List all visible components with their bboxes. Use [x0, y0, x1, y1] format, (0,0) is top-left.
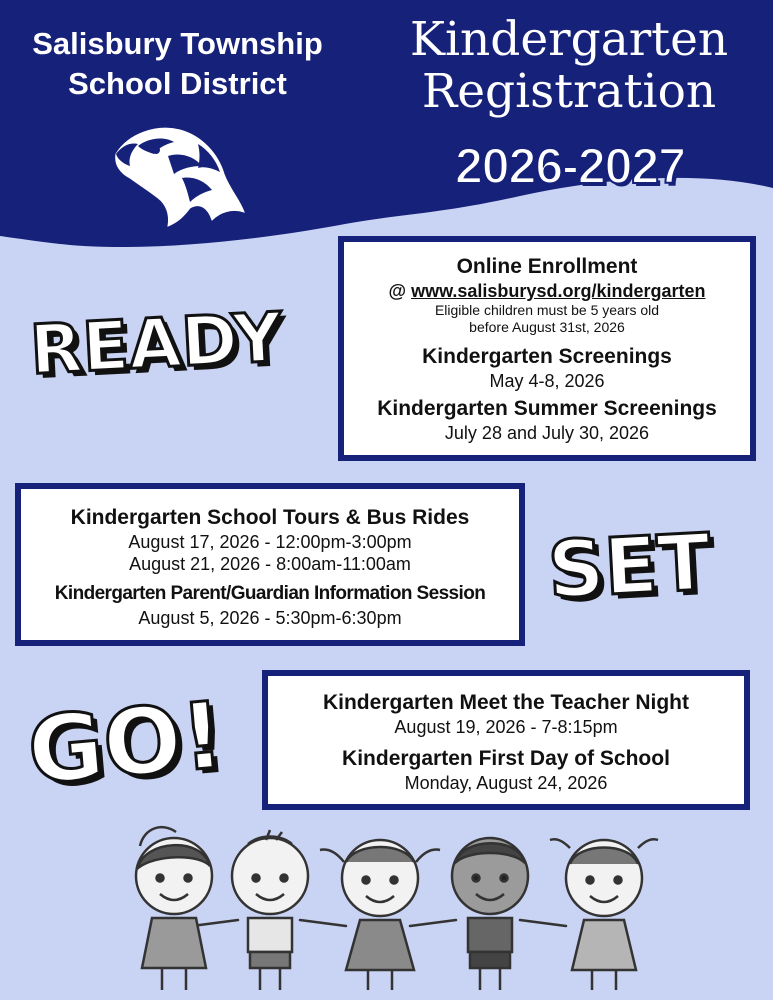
enrollment-heading: Online Enrollment — [456, 255, 638, 278]
tours-date-2: August 21, 2026 - 8:00am-11:00am — [129, 554, 411, 574]
page-title — [375, 14, 763, 118]
enrollment-url-link[interactable]: www.salisburysd.org/kindergarten — [411, 281, 706, 301]
child-4 — [452, 838, 528, 990]
eligibility-line-2: before August 31st, 2026 — [469, 319, 625, 335]
set-info-box — [15, 483, 525, 646]
district-line-1: Salisbury Township — [32, 26, 323, 61]
district-name — [10, 24, 345, 104]
go-word: GO! — [23, 681, 228, 806]
school-year: 2026-2027 — [454, 138, 686, 194]
eligibility-line-1: Eligible children must be 5 years old — [434, 302, 660, 318]
enrollment-at: @ — [388, 281, 412, 301]
first-day-date: Monday, August 24, 2026 — [404, 773, 608, 793]
falcon-head-icon — [108, 116, 246, 228]
ready-info-box — [338, 236, 756, 461]
tours-date-1: August 17, 2026 - 12:00pm-3:00pm — [128, 532, 412, 552]
child-3 — [320, 840, 440, 990]
set-word: SET — [545, 517, 713, 617]
go-info-box — [262, 670, 750, 810]
summer-screenings-dates: July 28 and July 30, 2026 — [444, 423, 650, 443]
child-5 — [550, 839, 658, 990]
title-line-2: Registration — [421, 64, 717, 119]
tours-heading: Kindergarten School Tours & Bus Rides — [70, 506, 470, 529]
child-2 — [232, 830, 308, 990]
meet-teacher-date: August 19, 2026 - 7-8:15pm — [394, 717, 618, 737]
info-session-date: August 5, 2026 - 5:30pm-6:30pm — [138, 608, 402, 628]
screenings-dates: May 4-8, 2026 — [489, 371, 605, 391]
enrollment-url-line — [344, 280, 750, 302]
child-1 — [136, 827, 212, 990]
screenings-heading: Kindergarten Screenings — [422, 345, 672, 368]
summer-screenings-heading: Kindergarten Summer Screenings — [377, 397, 717, 420]
first-day-heading: Kindergarten First Day of School — [342, 747, 670, 770]
children-holding-hands-illustration — [110, 818, 670, 998]
ready-word: READY — [28, 298, 285, 391]
info-session-heading: Kindergarten Parent/Guardian Information Session — [54, 583, 486, 604]
meet-teacher-heading: Kindergarten Meet the Teacher Night — [322, 691, 689, 714]
title-line-1: Kindergarten — [409, 12, 729, 67]
district-line-2: School District — [68, 66, 287, 101]
